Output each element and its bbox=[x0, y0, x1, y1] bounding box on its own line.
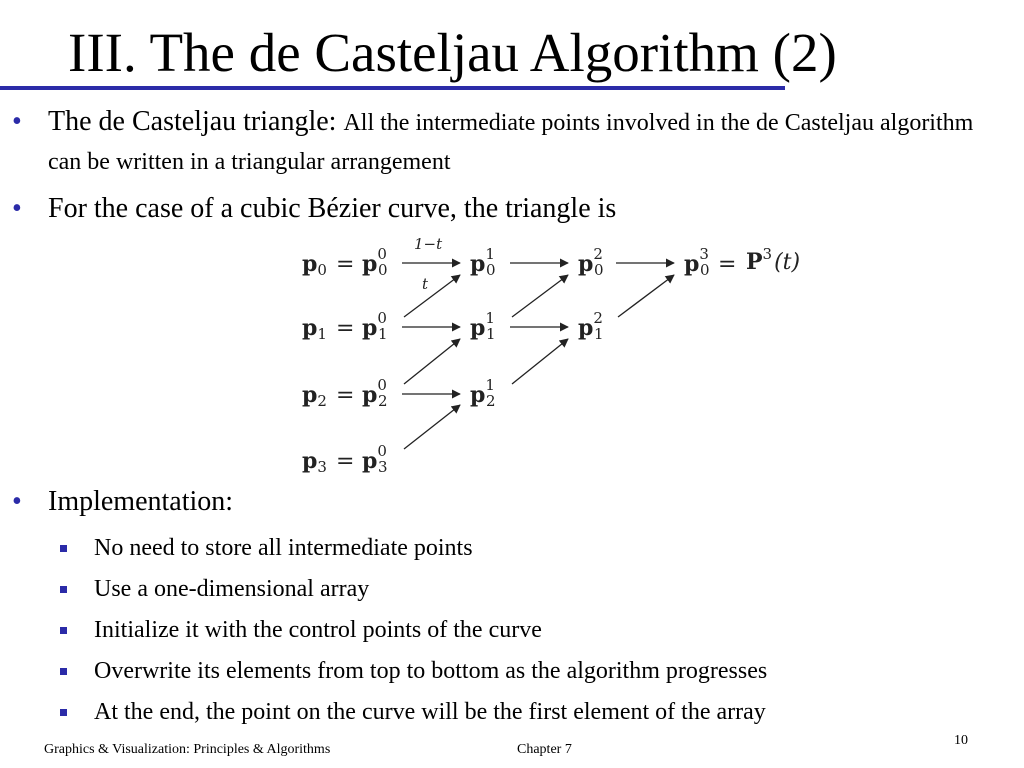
sub-bullet-text: Overwrite its elements from top to bottom as the algorithm progresses bbox=[94, 658, 768, 684]
square-bullet-icon bbox=[60, 668, 67, 675]
node-0-2: p2 0 bbox=[578, 245, 604, 279]
node-3-0: p0 3 bbox=[362, 442, 388, 476]
node-1-2: p2 1 bbox=[578, 309, 604, 343]
arrow-d-1-1 bbox=[512, 275, 568, 317]
bullet-dot: • bbox=[12, 106, 22, 137]
row-2-p: p2 bbox=[302, 382, 327, 410]
square-bullet-icon bbox=[60, 627, 67, 634]
slide-title: III. The de Casteljau Algorithm (2) bbox=[68, 22, 837, 83]
row-3-equals: = bbox=[336, 449, 355, 474]
bullet-dot: • bbox=[12, 193, 22, 224]
arrow-d-2-1 bbox=[512, 339, 568, 384]
bullet-lead: The de Casteljau triangle: bbox=[48, 106, 344, 137]
title-underline bbox=[0, 86, 785, 90]
result-point: P3(t) bbox=[746, 245, 801, 275]
weight-label-t: t bbox=[422, 275, 429, 293]
square-bullet-icon bbox=[60, 709, 67, 716]
arrow-d-3-0 bbox=[404, 405, 460, 449]
node-2-1: p1 2 bbox=[470, 376, 496, 410]
arrow-d-2-0 bbox=[404, 339, 460, 384]
arrow-d-1-2 bbox=[618, 275, 674, 317]
row-2-equals: = bbox=[336, 383, 355, 408]
row-0-p: p0 bbox=[302, 251, 327, 279]
sub-bullet-text: At the end, the point on the curve will be the first element of the array bbox=[94, 699, 766, 725]
node-1-1: p1 1 bbox=[470, 309, 496, 343]
footer-chapter: Chapter 7 bbox=[517, 742, 572, 757]
row-1-equals: = bbox=[336, 316, 355, 341]
result-equals: = bbox=[718, 252, 737, 277]
square-bullet-icon bbox=[60, 586, 67, 593]
node-2-0: p0 2 bbox=[362, 376, 388, 410]
weight-label-1-minus-t: 1−t bbox=[414, 235, 443, 253]
de-casteljau-triangle-diagram bbox=[300, 235, 820, 480]
sub-bullet-text: No need to store all intermediate points bbox=[94, 535, 473, 561]
node-0-3: p3 0 bbox=[684, 245, 710, 279]
bullet-text bbox=[48, 103, 988, 181]
row-3-p: p3 bbox=[302, 448, 327, 476]
row-0-equals: = bbox=[336, 252, 355, 277]
arrow-d-1-0 bbox=[404, 275, 460, 317]
bullet-text: Implementation: bbox=[48, 486, 234, 517]
bullet-rest: All the intermediate points involved in the de Casteljau algorithm can be written in a triangular arrangement bbox=[48, 110, 974, 175]
bullet-text: For the case of a cubic Bézier curve, the triangle is bbox=[48, 193, 617, 224]
footer-page-number: 10 bbox=[954, 733, 968, 748]
row-1-p: p1 bbox=[302, 315, 327, 343]
sub-bullet-text: Use a one-dimensional array bbox=[94, 576, 370, 602]
square-bullet-icon bbox=[60, 545, 67, 552]
node-0-0: p0 0 bbox=[362, 245, 388, 279]
sub-bullet-text: Initialize it with the control points of the curve bbox=[94, 617, 542, 643]
node-0-1: p1 0 bbox=[470, 245, 496, 279]
footer-course-title: Graphics & Visualization: Principles & Algorithms bbox=[44, 742, 331, 757]
bullet-dot: • bbox=[12, 486, 22, 517]
node-1-0: p0 1 bbox=[362, 309, 388, 343]
